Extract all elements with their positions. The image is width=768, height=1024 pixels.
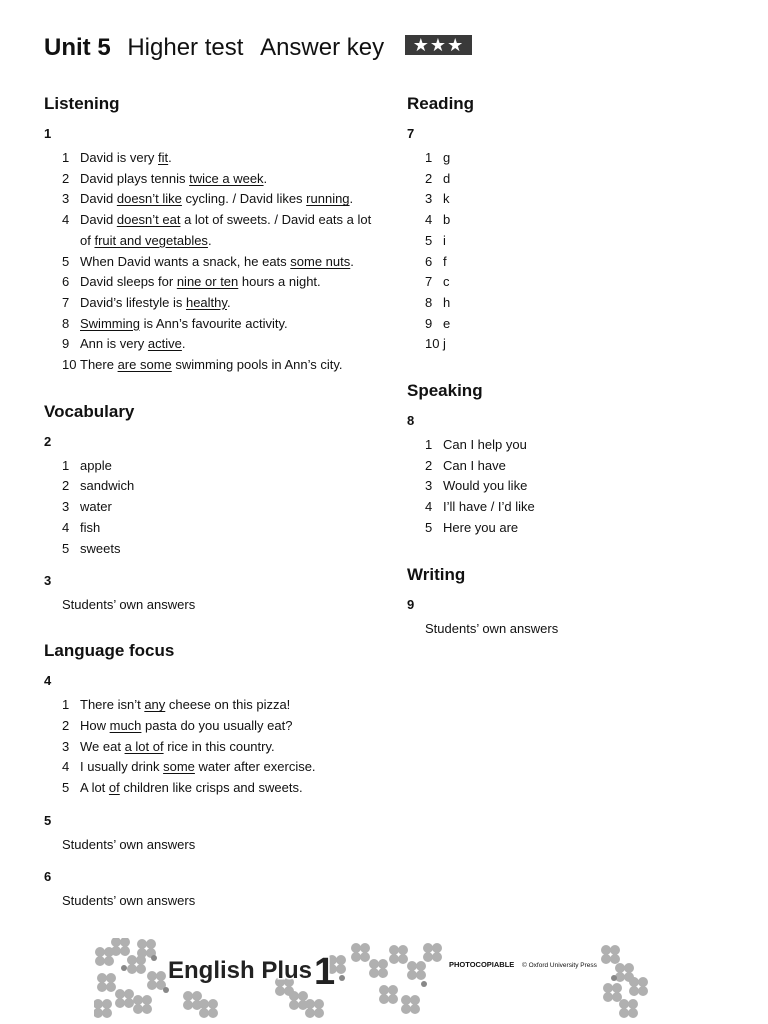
text-fragment: pasta do you usually eat? xyxy=(141,717,293,733)
footer-banner xyxy=(94,938,652,1024)
unit-label: Unit 5 xyxy=(44,34,111,61)
underlined-answer: any xyxy=(144,697,166,713)
text-fragment: David xyxy=(80,212,117,228)
section-heading: Speaking xyxy=(407,381,483,401)
answer-item xyxy=(407,231,737,252)
answer-item xyxy=(44,497,374,518)
item-number: 8 xyxy=(62,315,70,331)
item-number: 10 xyxy=(425,336,440,352)
item-number: 5 xyxy=(62,540,70,556)
text-fragment: i xyxy=(443,232,446,248)
answer-item xyxy=(407,148,737,169)
item-text xyxy=(80,148,374,169)
item-number: 4 xyxy=(62,519,70,535)
text-fragment: fish xyxy=(80,519,101,535)
item-number: 2 xyxy=(425,170,433,186)
item-number: 8 xyxy=(425,294,433,310)
item-text xyxy=(80,757,374,778)
underlined-answer: nine or ten xyxy=(176,274,239,290)
answer-item xyxy=(44,716,374,737)
item-number: 5 xyxy=(425,519,433,535)
item-text xyxy=(443,497,737,518)
answer-list xyxy=(407,148,737,355)
item-text xyxy=(443,169,737,190)
item-number: 2 xyxy=(62,478,70,494)
item-text xyxy=(443,189,737,210)
item-number: 5 xyxy=(62,253,70,269)
item-text xyxy=(80,169,374,190)
text-fragment: Ann is very xyxy=(80,336,148,352)
item-text xyxy=(443,272,737,293)
underlined-answer: active xyxy=(147,336,182,352)
underlined-answer: are some xyxy=(117,357,172,373)
item-number: 4 xyxy=(62,759,70,775)
answer-key-label: Answer key xyxy=(260,34,385,61)
question-number: 8 xyxy=(407,413,415,429)
answer-item xyxy=(407,518,737,539)
answer-item xyxy=(44,518,374,539)
text-fragment: b xyxy=(443,212,451,228)
answer-item xyxy=(407,456,737,477)
item-number: 6 xyxy=(62,274,70,290)
text-fragment: children like crisps and sweets. xyxy=(119,780,303,796)
answer-item xyxy=(407,476,737,497)
answer-item xyxy=(44,314,374,335)
answer-item xyxy=(407,435,737,456)
item-text xyxy=(443,435,737,456)
item-number: 6 xyxy=(425,253,433,269)
item-number: 1 xyxy=(62,150,70,165)
photocopiable-label: PHOTOCOPIABLE xyxy=(449,960,515,969)
speaking-section xyxy=(407,379,737,539)
underlined-answer: a lot of xyxy=(124,738,164,754)
answer-text: Students’ own answers xyxy=(425,620,559,636)
text-fragment: David’s lifestyle is xyxy=(80,294,186,310)
underlined-answer: some xyxy=(163,759,195,775)
answer-item xyxy=(44,695,374,716)
text-fragment: water after exercise. xyxy=(194,759,316,775)
question-number: 6 xyxy=(44,868,52,884)
question-number: 9 xyxy=(407,596,415,612)
text-fragment: c xyxy=(443,274,450,290)
text-fragment: cycling. / David likes xyxy=(181,191,307,207)
text-fragment: When David wants a snack, he eats xyxy=(80,253,291,269)
item-text xyxy=(80,293,374,314)
answer-item xyxy=(407,210,737,231)
section-heading: Reading xyxy=(407,94,475,113)
item-text xyxy=(443,314,737,335)
text-fragment: Can I have xyxy=(443,457,506,473)
underlined-answer: doesn’t eat xyxy=(116,212,181,228)
item-text xyxy=(80,737,374,758)
answer-item xyxy=(407,314,737,335)
item-number: 5 xyxy=(62,780,70,796)
item-number: 7 xyxy=(425,274,433,290)
question-number: 5 xyxy=(44,812,52,828)
text-fragment: water xyxy=(80,499,112,515)
question-number: 3 xyxy=(44,573,52,589)
text-fragment: . xyxy=(181,336,186,352)
item-text xyxy=(80,334,374,355)
answer-item xyxy=(44,778,374,799)
answer-item xyxy=(44,189,374,210)
answer-list xyxy=(44,456,374,560)
item-text xyxy=(80,210,374,251)
item-number: 4 xyxy=(425,212,433,228)
answer-text: Students’ own answers xyxy=(62,892,196,908)
copyright-notice: © Oxford University Press xyxy=(522,962,597,969)
item-text xyxy=(80,518,374,539)
answer-item xyxy=(44,539,374,560)
item-text xyxy=(80,695,374,716)
item-text xyxy=(80,539,374,560)
question-number: 1 xyxy=(44,126,52,141)
item-text xyxy=(443,518,737,539)
answer-item xyxy=(44,210,374,251)
text-fragment: Can I help you xyxy=(443,437,527,453)
text-fragment: k xyxy=(443,191,450,207)
difficulty-stars-badge: ★★★ xyxy=(405,35,472,55)
item-text xyxy=(80,272,374,293)
answer-item xyxy=(44,355,374,376)
text-fragment: David is very xyxy=(80,150,159,165)
item-text xyxy=(80,189,374,210)
section-heading: Writing xyxy=(407,564,466,584)
answer-text: Students’ own answers xyxy=(62,597,196,613)
text-fragment: d xyxy=(443,170,451,186)
item-number: 3 xyxy=(62,191,70,207)
text-fragment: . xyxy=(263,170,268,186)
answer-item xyxy=(44,252,374,273)
text-fragment: sweets xyxy=(80,540,121,556)
section-heading: Listening xyxy=(44,94,120,113)
underlined-answer: twice a week xyxy=(189,170,264,186)
text-fragment: j xyxy=(443,336,446,352)
text-fragment: . xyxy=(226,294,231,310)
item-text xyxy=(80,778,374,799)
text-fragment: Here you are xyxy=(443,519,519,535)
item-number: 3 xyxy=(425,478,433,494)
test-label: Higher test xyxy=(127,34,244,61)
item-number: 3 xyxy=(62,738,70,754)
answer-item xyxy=(44,456,374,477)
item-number: 3 xyxy=(62,499,70,515)
text-fragment: . xyxy=(168,150,172,165)
left-column xyxy=(44,92,374,911)
text-fragment: swimming pools in Ann’s city. xyxy=(171,357,343,373)
text-fragment: How xyxy=(80,717,110,733)
text-fragment: . xyxy=(349,191,354,207)
footer-graphic xyxy=(94,938,652,1024)
level-number: 1 xyxy=(314,951,336,993)
section-heading: Language focus xyxy=(44,641,175,661)
item-text xyxy=(443,231,737,252)
item-number: 3 xyxy=(425,191,433,207)
page-title xyxy=(44,30,472,66)
underlined-answer: running xyxy=(306,191,350,207)
underlined-answer: healthy xyxy=(185,294,227,310)
text-fragment: There xyxy=(80,357,118,373)
text-fragment: There isn’t xyxy=(80,697,145,713)
underlined-answer: doesn’t like xyxy=(116,191,182,207)
answer-item xyxy=(407,293,737,314)
underlined-answer: fit xyxy=(158,150,169,165)
text-fragment: I’ll have / I’d like xyxy=(443,499,535,515)
text-fragment: We eat xyxy=(80,738,125,754)
item-text xyxy=(443,252,737,273)
answer-item xyxy=(44,293,374,314)
answer-item xyxy=(44,148,374,169)
item-text xyxy=(80,476,374,497)
underlined-answer: of xyxy=(108,780,120,796)
text-fragment: . xyxy=(350,253,354,269)
vocabulary-section xyxy=(44,400,374,616)
item-number: 2 xyxy=(425,457,433,473)
text-fragment: A lot xyxy=(80,780,109,796)
item-number: 1 xyxy=(62,697,70,713)
item-text xyxy=(80,716,374,737)
item-text xyxy=(80,314,374,335)
language-focus-section xyxy=(44,639,374,911)
text-fragment: rice in this country. xyxy=(163,738,275,754)
answer-item xyxy=(44,476,374,497)
item-number: 2 xyxy=(62,170,70,186)
answer-item xyxy=(407,497,737,518)
answer-list xyxy=(44,695,374,799)
text-fragment: g xyxy=(443,150,451,165)
item-number: 5 xyxy=(425,232,433,248)
text-fragment: sandwich xyxy=(80,478,135,494)
question-number: 7 xyxy=(407,126,415,141)
item-text xyxy=(443,210,737,231)
underlined-answer: fruit and vegetables xyxy=(94,232,208,248)
answer-item xyxy=(44,334,374,355)
text-fragment: apple xyxy=(80,457,112,473)
reading-section xyxy=(407,92,737,355)
text-fragment: cheese on this pizza! xyxy=(165,697,291,713)
item-text xyxy=(443,293,737,314)
answer-item xyxy=(407,272,737,293)
item-text xyxy=(443,148,737,169)
item-text xyxy=(443,456,737,477)
item-number: 1 xyxy=(425,437,433,453)
writing-section xyxy=(407,563,737,639)
answer-item xyxy=(407,334,737,355)
item-number: 9 xyxy=(62,336,70,352)
text-fragment: hours a night. xyxy=(238,274,321,290)
text-fragment: h xyxy=(443,294,451,310)
item-number: 9 xyxy=(425,315,433,331)
item-number: 7 xyxy=(62,294,70,310)
item-text xyxy=(443,476,737,497)
underlined-answer: Swimming xyxy=(80,315,140,331)
text-fragment: is Ann’s favourite activity. xyxy=(139,315,288,331)
text-fragment: e xyxy=(443,315,451,331)
text-fragment: Would you like xyxy=(443,478,528,494)
right-column xyxy=(407,92,737,639)
answer-text: Students’ own answers xyxy=(62,836,196,852)
item-number: 4 xyxy=(62,212,70,228)
brand-logo: English Plus xyxy=(168,957,313,984)
answer-list xyxy=(44,148,374,376)
answer-item xyxy=(407,169,737,190)
text-fragment: a lot of sweets. / David eats a lot of xyxy=(80,212,372,248)
item-number: 2 xyxy=(62,717,70,733)
answer-item xyxy=(407,252,737,273)
answer-item xyxy=(44,757,374,778)
question-number: 4 xyxy=(44,673,52,689)
listening-section xyxy=(44,92,374,376)
text-fragment: David plays tennis xyxy=(80,170,190,186)
answer-item xyxy=(44,169,374,190)
item-number: 1 xyxy=(62,457,70,473)
item-text xyxy=(80,497,374,518)
item-number: 4 xyxy=(425,499,433,515)
text-fragment: David xyxy=(80,191,117,207)
text-fragment: . xyxy=(207,232,212,248)
text-fragment: David sleeps for xyxy=(80,274,177,290)
answer-item xyxy=(44,272,374,293)
answer-item xyxy=(44,737,374,758)
answer-list xyxy=(407,435,737,539)
answer-item xyxy=(407,189,737,210)
text-fragment: I usually drink xyxy=(80,759,164,775)
item-text xyxy=(80,252,374,273)
item-text xyxy=(80,355,374,376)
question-number: 2 xyxy=(44,433,52,449)
section-heading: Vocabulary xyxy=(44,401,135,421)
underlined-answer: some nuts xyxy=(290,253,351,269)
text-fragment: f xyxy=(443,253,447,269)
item-number: 10 xyxy=(62,357,77,373)
item-text xyxy=(80,456,374,477)
underlined-answer: much xyxy=(109,717,142,733)
item-text xyxy=(443,334,737,355)
item-number: 1 xyxy=(425,150,433,165)
